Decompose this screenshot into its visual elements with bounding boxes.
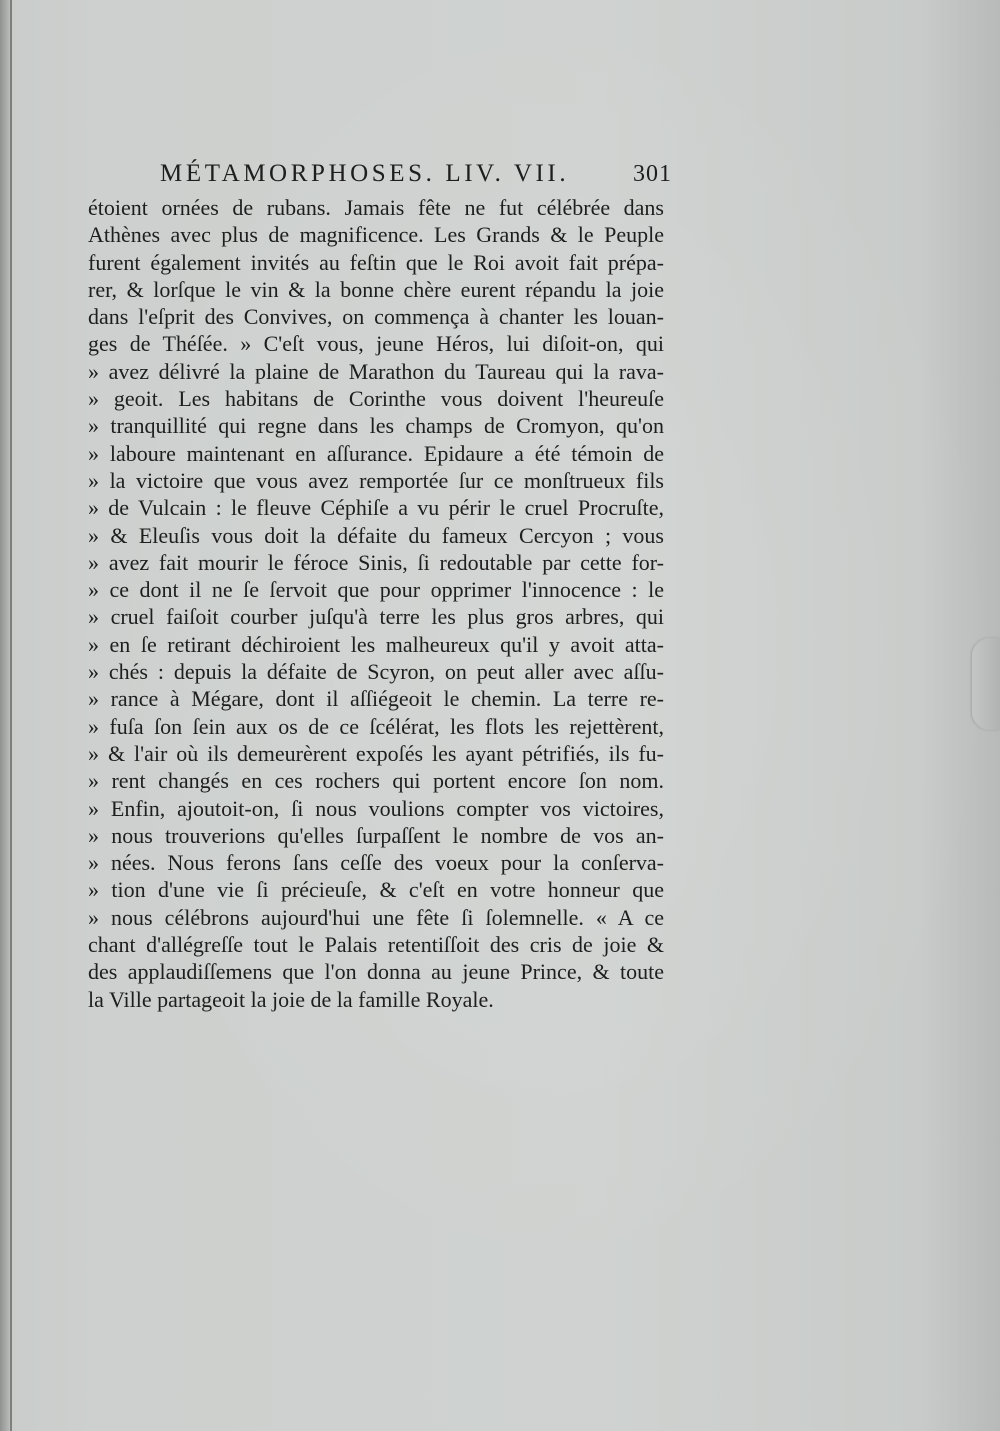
text-line: » chés : depuis la défaite de Scyron, on peut aller avec aſſu- xyxy=(88,659,664,685)
body-text xyxy=(88,194,664,1013)
text-line: » ce dont il ne ſe ſervoit que pour opprimer l'innocence : le xyxy=(88,577,664,603)
text-line: » tranquillité qui regne dans les champs de Cromyon, qu'on xyxy=(88,413,664,439)
text-line: chant d'allégreſſe tout le Palais retentiſſoit des cris de joie & xyxy=(88,932,664,958)
text-line: » & l'air où ils demeurèrent expoſés les ayant pétrifiés, ils fu- xyxy=(88,740,664,766)
text-line: Athènes avec plus de magnificence. Les Grands & le Peuple xyxy=(88,222,664,248)
text-line: » en ſe retirant déchiroient les malheureux qu'il y avoit atta- xyxy=(88,631,664,657)
text-line: étoient ornées de rubans. Jamais fête ne fut célébrée dans xyxy=(88,195,664,220)
text-line: » Enfin, ajoutoit-on, ſi nous voulions compter vos victoires, xyxy=(88,795,664,821)
text-line: » avez délivré la plaine de Marathon du Taureau qui la rava- xyxy=(88,358,664,384)
text-line: » nous célébrons aujourd'hui une fête ſi ſolemnelle. « A ce xyxy=(88,904,664,930)
text-line: » cruel faiſoit courber juſqu'à terre les plus gros arbres, qui xyxy=(88,604,664,630)
text-line: furent également invités au feſtin que le Roi avoit fait prépa- xyxy=(88,249,664,275)
text-line: » geoit. Les habitans de Corinthe vous doivent l'heureuſe xyxy=(88,386,664,412)
text-line: » tion d'une vie ſi précieuſe, & c'eſt en votre honneur que xyxy=(88,877,664,903)
text-line: » nées. Nous ferons ſans ceſſe des voeux pour la conſerva- xyxy=(88,850,664,876)
text-line: » rance à Mégare, dont il aſſiégeoit le chemin. La terre re- xyxy=(88,686,664,712)
page-header xyxy=(160,160,672,194)
text-line: » fuſa ſon ſein aux os de ce ſcélérat, les flots les rejettèrent, xyxy=(88,713,664,739)
text-line: » la victoire que vous avez remportée ſur ce monſtrueux fils xyxy=(88,467,664,493)
text-line: » de Vulcain : le fleuve Céphiſe a vu périr le cruel Procruſte, xyxy=(88,495,664,521)
page-number: 301 xyxy=(633,161,672,187)
text-line: des applaudiſſemens que l'on donna au jeune Prince, & toute xyxy=(88,959,664,985)
text-line: dans l'eſprit des Convives, on commença à chanter les louan- xyxy=(88,304,664,330)
text-line-last: la Ville partageoit la joie de la famille Royale. xyxy=(88,986,494,1012)
text-line: rer, & lorſque le vin & la bonne chère eurent répandu la joie xyxy=(88,276,664,302)
text-line: » & Eleuſis vous doit la défaite du fameux Cercyon ; vous xyxy=(88,522,664,548)
page-edge-tab xyxy=(972,638,1000,730)
running-title: MÉTAMORPHOSES. LIV. VII. xyxy=(160,160,570,187)
text-line: » laboure maintenant en aſſurance. Epidaure a été témoin de xyxy=(88,440,664,466)
text-line: » rent changés en ces rochers qui portent encore ſon nom. xyxy=(88,768,664,794)
text-line: » nous trouverions qu'elles ſurpaſſent le nombre de vos an- xyxy=(88,822,664,848)
page-binding-edge xyxy=(0,0,12,1431)
text-line: ges de Théſée. » C'eſt vous, jeune Héros, lui diſoit-on, qui xyxy=(88,331,664,357)
text-line: » avez fait mourir le féroce Sinis, ſi redoutable par cette for- xyxy=(88,549,664,575)
